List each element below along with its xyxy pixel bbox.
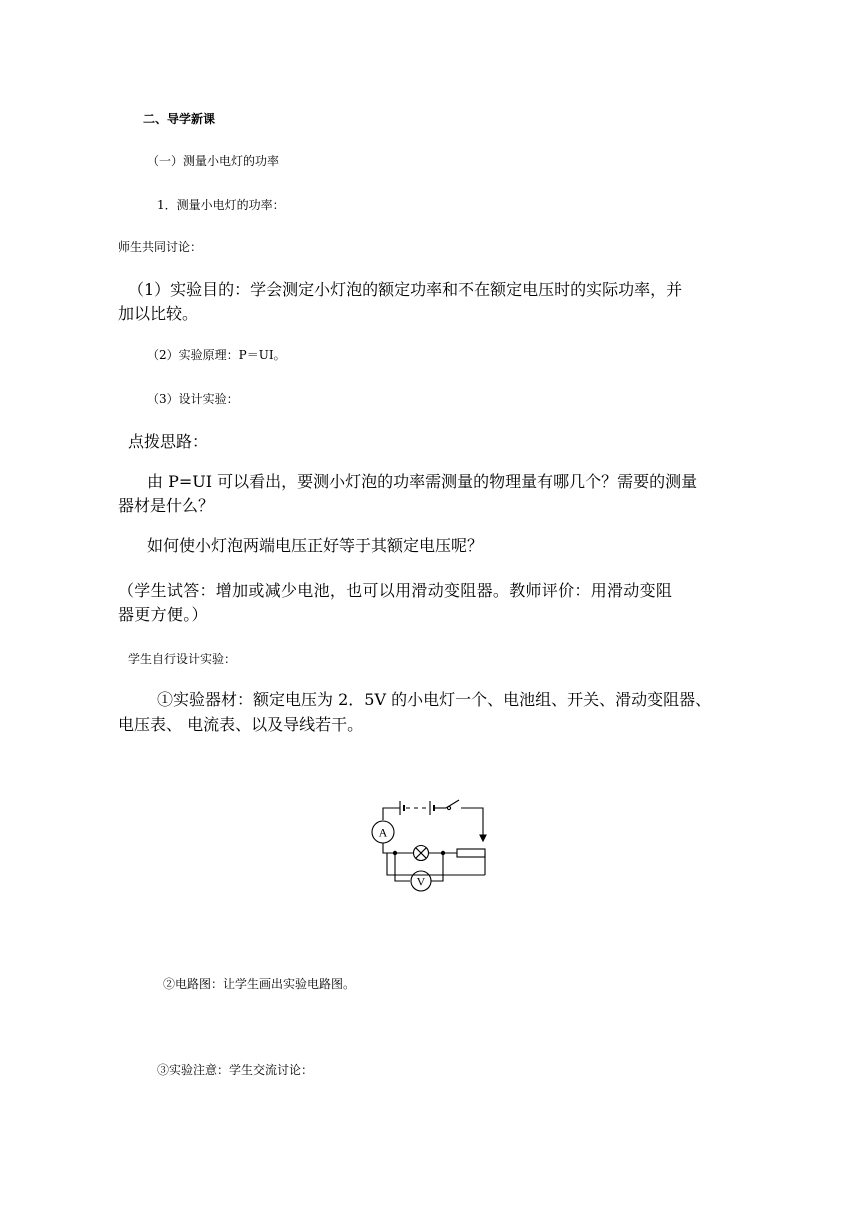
- principle-text: （2）实验原理：P＝UI。: [147, 348, 286, 362]
- voltmeter-wire-left: [395, 853, 410, 881]
- hint-title: 点拨思路：: [128, 432, 209, 451]
- voltmeter-wire-right: [431, 853, 443, 881]
- answer-line-2: 器更方便。）: [118, 605, 208, 624]
- voltmeter-label: V: [416, 874, 426, 889]
- circuit-diagram: [368, 796, 492, 892]
- rheostat-rect: [457, 849, 485, 857]
- slider-arrow: [480, 835, 486, 841]
- junction-left: [393, 851, 397, 855]
- design-heading: （3）设计实验：: [147, 392, 239, 406]
- equipment-line-1: ①实验器材：额定电压为 2．5V 的小电灯一个、电池组、开关、滑动变阻器、: [157, 690, 712, 709]
- junction-right: [441, 851, 445, 855]
- hint-1-line-2: 器材是什么？: [118, 496, 215, 515]
- item-1-heading: 1．测量小电灯的功率：: [157, 198, 285, 212]
- answer-line-1: （学生试答：增加或减少电池，也可以用滑动变阻器。教师评价：用滑动变阻: [118, 581, 673, 600]
- subsection-heading: （一）测量小电灯的功率: [147, 154, 280, 168]
- wire-left-down: [383, 843, 414, 853]
- ammeter-label: A: [378, 825, 388, 840]
- wire-bottom-left: [387, 853, 485, 875]
- lamp-cross: [416, 848, 427, 859]
- notes-step: ③实验注意：学生交流讨论：: [157, 1063, 314, 1077]
- hint-2: 如何使小灯泡两端电压正好等于其额定电压呢？: [147, 536, 484, 555]
- circuit-step: ②电路图：让学生画出实验电路图。: [163, 977, 356, 991]
- section-title: 二、导学新课: [143, 112, 216, 126]
- equipment-line-2: 电压表、 电流表、以及导线若干。: [118, 715, 364, 734]
- wire-top-right: [461, 808, 483, 832]
- wire-top-left: [383, 808, 400, 820]
- purpose-line-1: （1）实验目的：学会测定小灯泡的额定功率和不在额定电压时的实际功率，并: [128, 280, 683, 299]
- self-design-label: 学生自行设计实验：: [128, 652, 237, 666]
- hint-1-line-1: 由 P=UI 可以看出，要测小灯泡的功率需测量的物理量有哪几个？需要的测量: [147, 472, 698, 491]
- discussion-label: 师生共同讨论：: [118, 240, 203, 254]
- purpose-line-2: 加以比较。: [118, 304, 199, 323]
- switch-pivot: [447, 806, 450, 809]
